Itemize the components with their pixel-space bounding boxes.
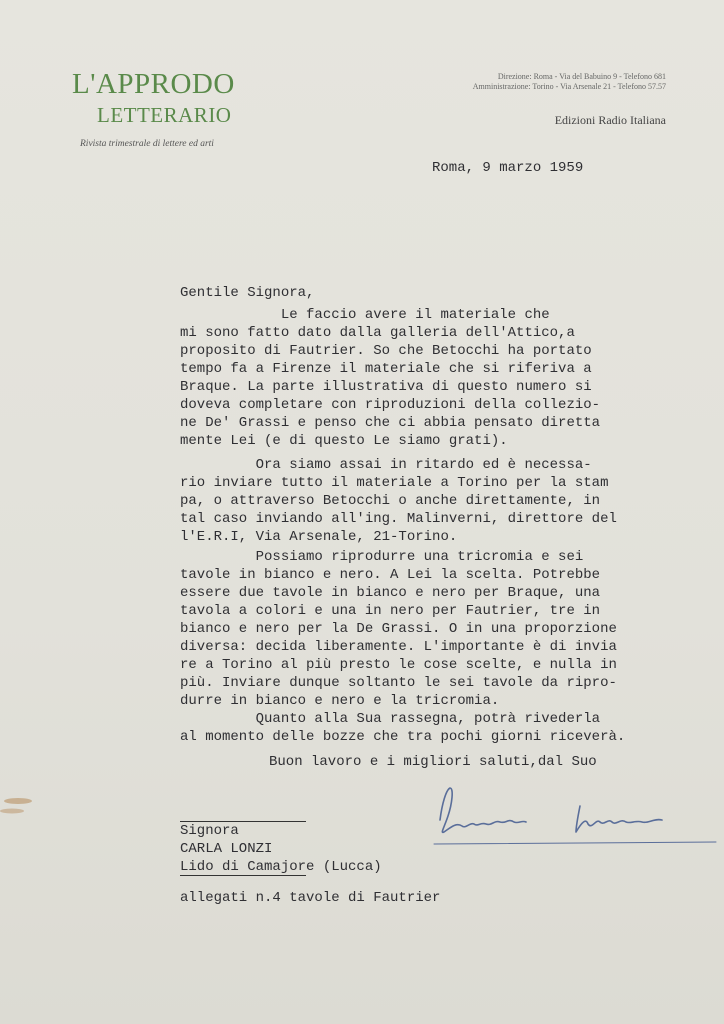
letterhead-address-line-2: Amministrazione: Torino - Via Arsenale 21 - Telefono 57.57 — [472, 82, 666, 91]
letterhead-publisher: Edizioni Radio Italiana — [554, 113, 666, 127]
letter-date: Roma, 9 marzo 1959 — [432, 160, 584, 176]
handwritten-signature — [430, 782, 720, 852]
paper-stain — [0, 795, 40, 817]
enclosure-note: allegati n.4 tavole di Fautrier — [180, 890, 441, 906]
recipient-underline-top — [180, 821, 306, 822]
letter-paragraph-4: Quanto alla Sua rassegna, potrà rivederla al momento delle bozze che tra pochi giorni riceverà. — [180, 711, 626, 745]
letterhead-subtitle: LETTERARIO — [97, 103, 232, 127]
recipient-address: Lido di Camajore (Lucca) — [180, 859, 382, 875]
letter-paragraph-3: Possiamo riprodurre una tricromia e sei tavole in bianco e nero. A Lei la scelta. Potrebbe essere due tavole in bianco e nero per Braque, una tavola a colori e una in nero per Fautrier, tre in bianco e nero per la De Grassi. O in una proporzione diversa: decida liberamente. L'importante è di invia re a Torino al più presto le cose scelte, e nulla in più. Inviare dunque soltanto le sei tavole da ripro- durre in bianco e nero e la tricromia. — [180, 549, 617, 709]
recipient-address-underline — [180, 875, 306, 876]
letterhead-address-line-1: Direzione: Roma - Via del Babuino 9 - Telefono 681 — [497, 72, 666, 81]
letter-paragraph-1: Le faccio avere il materiale che mi sono fatto dato dalla galleria dell'Attico,a proposito di Fautrier. So che Betocchi ha portato tempo fa a Firenze il materiale che si riferiva a Braque. La parte illustrativa di questo numero si doveva completare con riproduzioni della collezio- ne De' Grassi e penso che ci abbia pensato diretta mente Lei (e di questo Le siamo grati). — [180, 307, 601, 449]
recipient-name: CARLA LONZI — [180, 841, 273, 857]
letter-paragraph-2: Ora siamo assai in ritardo ed è necessa- rio inviare tutto il materiale a Torino per la stam pa, o attraverso Betocchi o anche direttamente, in tal caso inviando all'ing. Malinverni, direttore del l'E.R.I, Via Arsenale, 21-Torino. — [180, 457, 617, 545]
letterhead-tagline: Rivista trimestrale di lettere ed arti — [80, 139, 214, 149]
letter-salutation: Gentile Signora, — [180, 285, 315, 301]
recipient-title: Signora — [180, 823, 239, 839]
letterhead-title: L'APPRODO — [72, 68, 235, 100]
letter-closing: Buon lavoro e i migliori saluti,dal Suo — [269, 754, 597, 770]
